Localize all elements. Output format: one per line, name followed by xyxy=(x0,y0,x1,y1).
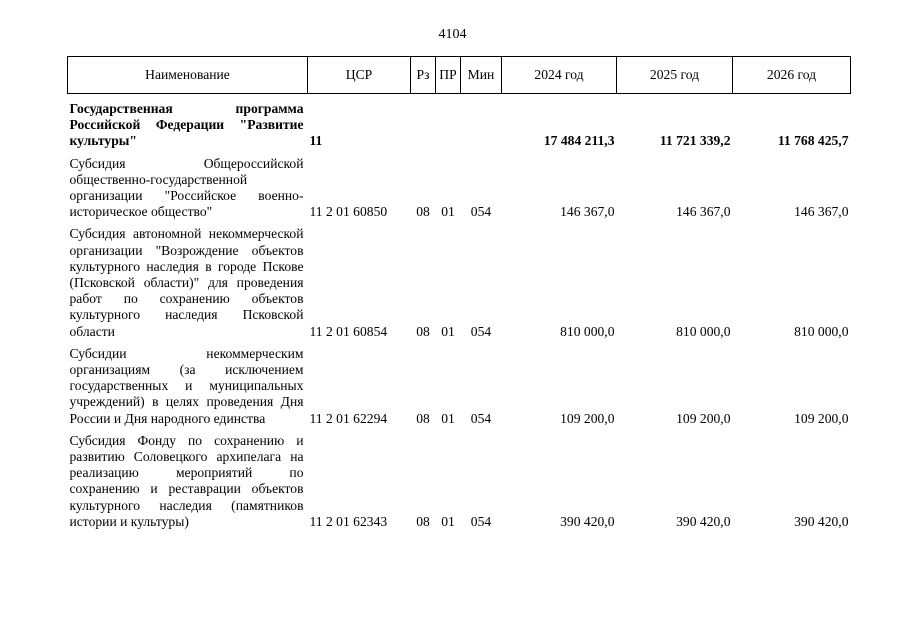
header-name: Наименование xyxy=(68,57,308,94)
row-pr: 01 xyxy=(441,410,455,426)
table-row xyxy=(68,220,851,339)
row-rz: 08 xyxy=(416,323,430,339)
row-2026: 109 200,0 xyxy=(794,410,849,426)
row-rz xyxy=(411,94,436,150)
budget-table xyxy=(67,56,851,530)
row-pr: 01 xyxy=(441,323,455,339)
row-rz: 08 xyxy=(416,410,430,426)
header-min: Мин xyxy=(461,57,502,94)
row-2026: 146 367,0 xyxy=(794,204,849,220)
row-2024: 390 420,0 xyxy=(560,513,615,529)
header-pr: ПР xyxy=(436,57,461,94)
header-2026: 2026 год xyxy=(733,57,851,94)
row-2024: 146 367,0 xyxy=(560,204,615,220)
row-csr: 11 2 01 62294 xyxy=(309,410,388,426)
row-rz: 08 xyxy=(416,204,430,220)
table-row xyxy=(68,340,851,427)
header-2025: 2025 год xyxy=(617,57,733,94)
row-2026: 11 768 425,7 xyxy=(777,133,849,149)
row-pr xyxy=(436,94,461,150)
row-min: 054 xyxy=(470,204,492,220)
row-min: 054 xyxy=(470,323,492,339)
row-min xyxy=(461,94,502,150)
table-row xyxy=(68,94,851,150)
header-csr: ЦСР xyxy=(308,57,411,94)
header-2024: 2024 год xyxy=(502,57,617,94)
page-number: 4104 xyxy=(438,27,467,42)
header-row xyxy=(68,57,851,94)
row-min: 054 xyxy=(470,513,492,529)
row-2026: 810 000,0 xyxy=(794,323,849,339)
row-2025: 810 000,0 xyxy=(676,323,731,339)
table-row xyxy=(68,427,851,530)
row-2026: 390 420,0 xyxy=(794,513,849,529)
row-2024: 17 484 211,3 xyxy=(543,133,615,149)
table-header xyxy=(68,57,851,94)
header-rz: Рз xyxy=(411,57,436,94)
row-pr: 01 xyxy=(441,204,455,220)
row-2024: 810 000,0 xyxy=(560,323,615,339)
row-csr: 11 xyxy=(309,133,323,149)
table-body xyxy=(68,94,851,531)
row-csr: 11 2 01 62343 xyxy=(309,513,388,529)
row-csr: 11 2 01 60854 xyxy=(309,323,388,339)
row-2025: 146 367,0 xyxy=(676,204,731,220)
row-name: Субсидия Фонду по сохранению и развитию Соловецкого архипелага на реализацию мероприятий по сохранению и реставрации объектов культурного наследия (памятников истории и культуры) xyxy=(69,432,304,529)
row-2025: 11 721 339,2 xyxy=(659,133,731,149)
row-2025: 109 200,0 xyxy=(676,410,731,426)
row-name: Государственная программа Российской Федерации "Развитие культуры" xyxy=(69,101,304,149)
row-rz: 08 xyxy=(416,513,430,529)
row-name: Субсидии некоммерческим организациям (за исключением государственных и муниципальных учреждений) в целях проведения Дня России и Дня народного единства xyxy=(69,345,304,426)
row-name: Субсидия автономной некоммерческой организации "Возрождение объектов культурного наследия в городе Пскове (Псковской области)" для проведения работ по сохранению объектов культурного наследия Псковской области xyxy=(69,226,304,339)
row-csr: 11 2 01 60850 xyxy=(309,204,388,220)
row-name: Субсидия Общероссийской общественно-государственной организации "Российское военно-историческое общество" xyxy=(69,155,304,220)
table-row xyxy=(68,150,851,221)
row-min: 054 xyxy=(470,410,492,426)
row-pr: 01 xyxy=(441,513,455,529)
row-2025: 390 420,0 xyxy=(676,513,731,529)
row-2024: 109 200,0 xyxy=(560,410,615,426)
